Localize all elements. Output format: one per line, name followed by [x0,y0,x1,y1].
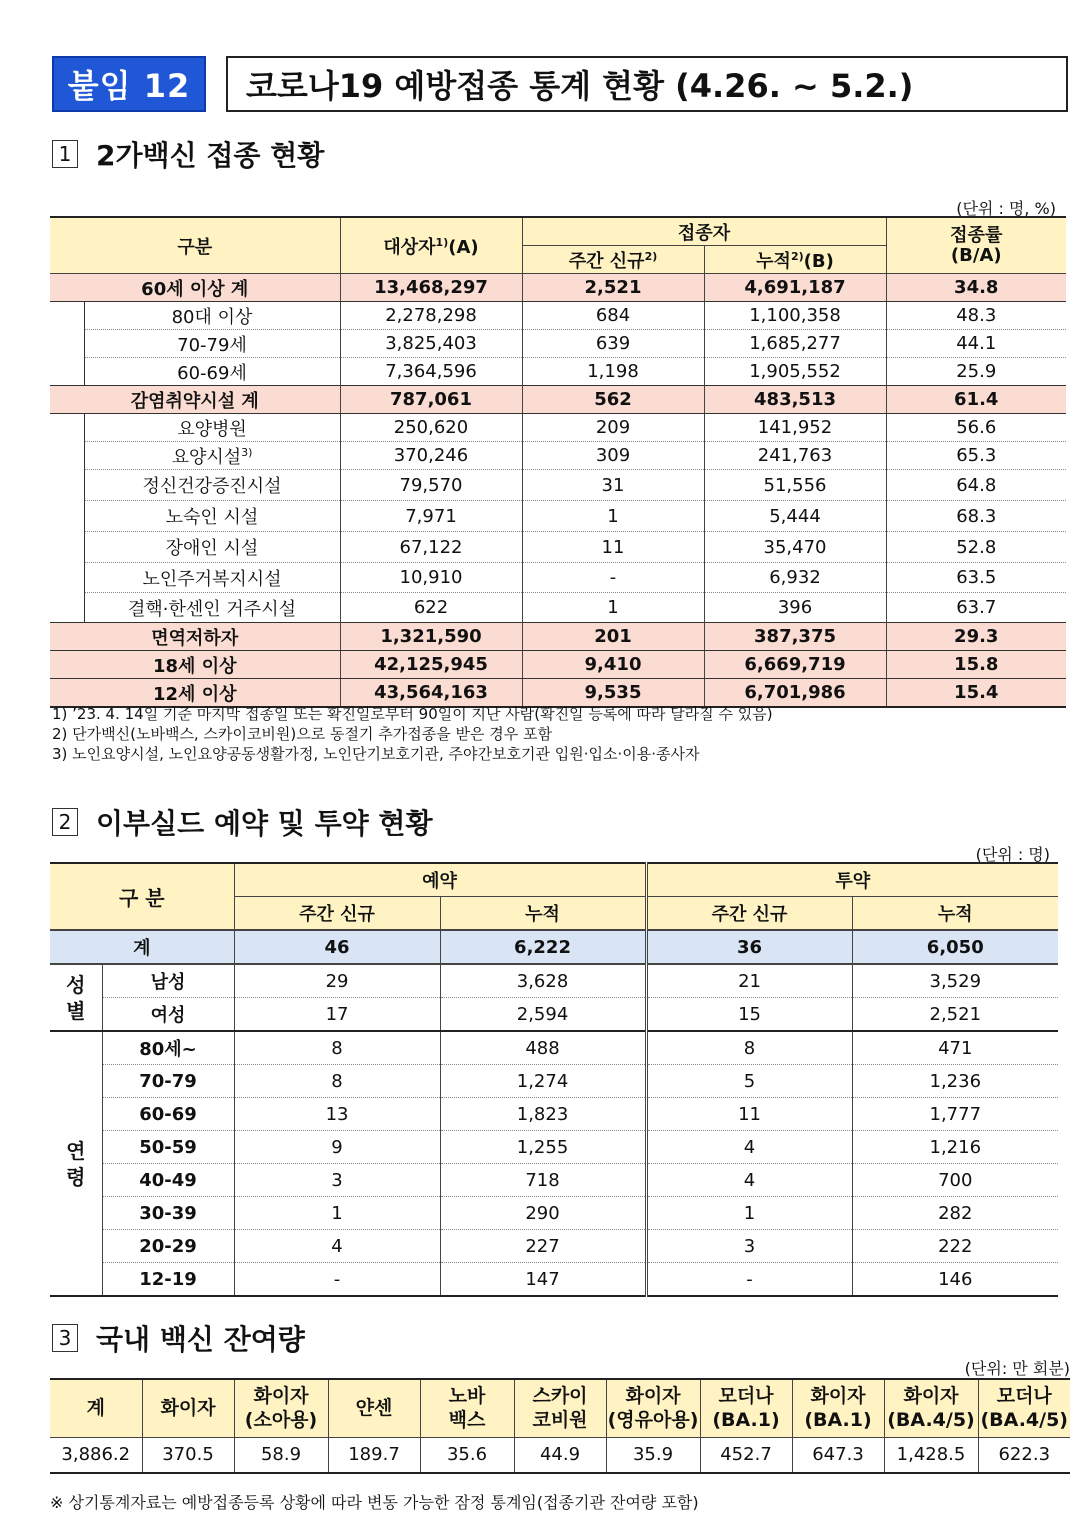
indent-cell [50,563,84,593]
section2-unit: (단위 : 명) [975,845,1050,864]
cell-cum: 51,556 [704,470,886,501]
cell-cum: 4,691,187 [704,274,886,302]
indent-cell [50,470,84,501]
cell-weekly: 9,410 [522,651,704,679]
page-title: 코로나19 예방접종 통계 현황 (4.26. ~ 5.2.) [226,56,1068,112]
indent-cell [50,302,84,330]
cell-cum: 483,513 [704,386,886,414]
cell-value: 5 [646,1065,852,1098]
header-cumulative: 누적$^{2)}$(B) [704,246,886,274]
cell-weekly: 639 [522,330,704,358]
row-label: 60세 이상 계 [50,274,340,302]
cell-rate: 52.8 [886,532,1066,563]
stock-header-line: 백스 [448,1409,486,1432]
cell-value: - [646,1263,852,1297]
table-row [50,386,1066,414]
row-label: 80세~ [102,1031,234,1065]
cell-rate: 48.3 [886,302,1066,330]
table-row [50,679,1066,708]
cell-target: 43,564,163 [340,679,522,708]
row-label: 요양병원 [84,414,340,442]
stock-value: 58.9 [234,1437,328,1473]
age-group-label: 연령 [50,1031,102,1296]
indent-cell [50,593,84,623]
cell-target: 2,278,298 [340,302,522,330]
cell-target: 42,125,945 [340,651,522,679]
stock-header [606,1379,700,1437]
stock-header [142,1379,234,1437]
cell-weekly: 1 [522,593,704,623]
cell-target: 370,246 [340,442,522,470]
cell-rate: 29.3 [886,623,1066,651]
stock-header-line: 코비원 [532,1409,588,1432]
evusheld-table [50,862,1058,1297]
cell-value: 15 [646,998,852,1032]
cell-weekly: - [522,563,704,593]
indent-cell [50,330,84,358]
row-label: 12-19 [102,1263,234,1297]
cell-target: 787,061 [340,386,522,414]
stock-header-line: (BA.4/5) [980,1409,1068,1432]
appendix-tag: 붙임 12 [52,56,206,112]
cell-weekly: 2,521 [522,274,704,302]
indent-cell [50,532,84,563]
table-row [50,501,1066,532]
table-row [50,330,1066,358]
cell-value: 13 [234,1098,440,1131]
stock-value: 189.7 [328,1437,420,1473]
row-label: 12세 이상 [50,679,340,708]
row-label: 장애인 시설 [84,532,340,563]
t2-header-reservation: 예약 [234,863,646,897]
stock-header-line: (BA.1) [804,1409,872,1432]
cell-weekly: 309 [522,442,704,470]
row-label: 여성 [102,998,234,1032]
cell-cum: 6,669,719 [704,651,886,679]
table-row [50,1263,1058,1297]
cell-value: 1 [234,1197,440,1230]
cell-value: 1,255 [440,1131,646,1164]
cell-value: 700 [852,1164,1058,1197]
stock-header-line: 화이자 [903,1385,959,1408]
cell-rate: 25.9 [886,358,1066,386]
section1-title: 2가백신 접종 현황 [96,139,325,172]
table-row [50,442,1066,470]
cell-value: 4 [646,1131,852,1164]
cell-value: 1,274 [440,1065,646,1098]
stock-header-line: 화이자 [160,1397,216,1420]
section3-heading [52,1318,305,1358]
cell-cum: 141,952 [704,414,886,442]
cell-rate: 63.7 [886,593,1066,623]
note-2: 2) 단가백신(노바백스, 스카이코비원)으로 동절기 추가접종을 받은 경우 포함 [52,725,552,743]
cell-cum: 1,905,552 [704,358,886,386]
stock-header-line: (영유아용) [607,1409,699,1432]
stock-header-line: 스카이 [532,1385,588,1408]
section3-number: 3 [52,1324,78,1352]
cell-value: 3,529 [852,964,1058,998]
cell-cum: 1,685,277 [704,330,886,358]
table-row [50,1098,1058,1131]
stock-header-line: (BA.4/5) [887,1409,975,1432]
table-row [50,1031,1058,1065]
cell-value: 1,216 [852,1131,1058,1164]
cell-value: 146 [852,1263,1058,1297]
cell-value: 21 [646,964,852,998]
table-row [50,274,1066,302]
cell-rate: 63.5 [886,563,1066,593]
cell-value: 222 [852,1230,1058,1263]
cell-rate: 68.3 [886,501,1066,532]
cell-rate: 34.8 [886,274,1066,302]
row-label: 감염취약시설 계 [50,386,340,414]
stock-header-line: 화이자 [625,1385,681,1408]
section3-unit: (단위: 만 회분) [964,1359,1070,1378]
row-label: 70-79세 [84,330,340,358]
row-label: 면역저하자 [50,623,340,651]
cell-value: 8 [646,1031,852,1065]
cell-cum: 241,763 [704,442,886,470]
cell-rate: 64.8 [886,470,1066,501]
stock-header [514,1379,606,1437]
row-label: 노숙인 시설 [84,501,340,532]
cell-rate: 15.8 [886,651,1066,679]
row-label: 60-69 [102,1098,234,1131]
table-row [50,532,1066,563]
sex-group-label: 성별 [50,964,102,1031]
stock-header [328,1379,420,1437]
note-3: 3) 노인요양시설, 노인요양공동생활가정, 노인단기보호기관, 주야간보호기관 입원·입소·이용·종사자 [52,745,700,763]
table-row [50,302,1066,330]
stock-header-line: (소아용) [244,1409,318,1432]
stock-value: 44.9 [514,1437,606,1473]
stock-value: 370.5 [142,1437,234,1473]
cell-cum: 387,375 [704,623,886,651]
stock-header [792,1379,884,1437]
cell-rate: 65.3 [886,442,1066,470]
section2-title: 이부실드 예약 및 투약 현황 [96,807,433,840]
cell-weekly: 562 [522,386,704,414]
stock-header [884,1379,978,1437]
indent-cell [50,414,84,442]
cell-value: 29 [234,964,440,998]
table-row [50,1131,1058,1164]
stock-value: 1,428.5 [884,1437,978,1473]
stock-header [420,1379,514,1437]
table-row [50,998,1058,1032]
stock-value: 622.3 [978,1437,1070,1473]
header-rate: 접종률 (B/A) [886,217,1066,274]
section2-number: 2 [52,808,78,836]
row-label: 40-49 [102,1164,234,1197]
stock-header [978,1379,1070,1437]
cell-target: 13,468,297 [340,274,522,302]
row-label: 남성 [102,964,234,998]
stock-value: 35.9 [606,1437,700,1473]
cell-target: 10,910 [340,563,522,593]
row-label: 정신건강증진시설 [84,470,340,501]
header-target: 대상자$^{1)}$(A) [340,217,522,274]
cell-weekly: 31 [522,470,704,501]
row-label: 70-79 [102,1065,234,1098]
indent-cell [50,358,84,386]
t2-total-value: 36 [646,930,852,964]
cell-value: 282 [852,1197,1058,1230]
cell-value: 8 [234,1031,440,1065]
note-1: 1) ’23. 4. 14일 기준 마지막 접종일 또는 확진일로부터 90일이 지난 사람(확진일 등록에 따라 달라질 수 있음) [52,705,773,723]
section3-title: 국내 백신 잔여량 [96,1323,305,1356]
cell-target: 67,122 [340,532,522,563]
header-vaccinated: 접종자 [522,217,886,246]
stock-header-line: 화이자 [810,1385,866,1408]
stock-header [50,1379,142,1437]
table-row [50,1065,1058,1098]
cell-target: 79,570 [340,470,522,501]
t2-total-value: 6,222 [440,930,646,964]
cell-value: 488 [440,1031,646,1065]
cell-cum: 6,932 [704,563,886,593]
stock-header-line: 모더나 [996,1385,1052,1408]
row-label: 60-69세 [84,358,340,386]
cell-value: 290 [440,1197,646,1230]
cell-value: 147 [440,1263,646,1297]
section1-notes [52,704,773,764]
stock-header-line: 얀센 [355,1397,393,1420]
indent-cell [50,501,84,532]
stock-value: 452.7 [700,1437,792,1473]
stock-header-line: (BA.1) [712,1409,780,1432]
bivalent-vaccination-table [50,216,1066,708]
cell-value: - [234,1263,440,1297]
row-label: 노인주거복지시설 [84,563,340,593]
header-group: 구분 [50,217,340,274]
cell-rate: 61.4 [886,386,1066,414]
cell-weekly: 1,198 [522,358,704,386]
cell-target: 250,620 [340,414,522,442]
cell-weekly: 201 [522,623,704,651]
cell-value: 2,521 [852,998,1058,1032]
section1-number: 1 [52,140,78,168]
cell-value: 8 [234,1065,440,1098]
cell-value: 2,594 [440,998,646,1032]
cell-target: 7,971 [340,501,522,532]
cell-value: 1 [646,1197,852,1230]
indent-cell [50,442,84,470]
stock-header-line: 계 [86,1397,105,1420]
cell-cum: 1,100,358 [704,302,886,330]
t2-header-adm-cum: 누적 [852,897,1058,931]
cell-value: 718 [440,1164,646,1197]
stock-value: 647.3 [792,1437,884,1473]
stock-value: 35.6 [420,1437,514,1473]
cell-value: 471 [852,1031,1058,1065]
stock-header [234,1379,328,1437]
table-row [50,1164,1058,1197]
table-row [50,593,1066,623]
stock-header-line: 화이자 [253,1385,309,1408]
cell-value: 3 [646,1230,852,1263]
cell-cum: 35,470 [704,532,886,563]
cell-value: 1,236 [852,1065,1058,1098]
cell-weekly: 9,535 [522,679,704,708]
cell-rate: 15.4 [886,679,1066,708]
t2-header-res-weekly: 주간 신규 [234,897,440,931]
section1-unit: (단위 : 명, %) [956,199,1056,218]
cell-value: 3,628 [440,964,646,998]
t2-total-value: 6,050 [852,930,1058,964]
cell-target: 3,825,403 [340,330,522,358]
vaccine-stock-table [50,1378,1070,1474]
cell-cum: 5,444 [704,501,886,532]
row-label: 요양시설$^{3)}$ [84,442,340,470]
cell-weekly: 684 [522,302,704,330]
table-row [50,358,1066,386]
stock-value: 3,886.2 [50,1437,142,1473]
t2-total-value: 46 [234,930,440,964]
cell-value: 1,777 [852,1098,1058,1131]
cell-value: 4 [234,1230,440,1263]
row-label: 결핵·한센인 거주시설 [84,593,340,623]
cell-target: 1,321,590 [340,623,522,651]
row-label: 18세 이상 [50,651,340,679]
cell-cum: 396 [704,593,886,623]
t2-header-administration: 투약 [646,863,1058,897]
table-row [50,414,1066,442]
cell-cum: 6,701,986 [704,679,886,708]
t2-total-label: 계 [50,930,234,964]
cell-value: 227 [440,1230,646,1263]
table-row [50,563,1066,593]
table-row [50,651,1066,679]
cell-value: 11 [646,1098,852,1131]
table-row [50,1197,1058,1230]
table-row [50,470,1066,501]
cell-target: 622 [340,593,522,623]
row-label: 30-39 [102,1197,234,1230]
cell-target: 7,364,596 [340,358,522,386]
t2-header-adm-weekly: 주간 신규 [646,897,852,931]
section2-heading [52,802,433,842]
t2-header-group: 구 분 [50,863,234,930]
t2-header-res-cum: 누적 [440,897,646,931]
cell-value: 4 [646,1164,852,1197]
row-label: 80대 이상 [84,302,340,330]
row-label: 20-29 [102,1230,234,1263]
table-row [50,964,1058,998]
cell-rate: 44.1 [886,330,1066,358]
cell-value: 3 [234,1164,440,1197]
footnote: ※ 상기통계자료는 예방접종등록 상황에 따라 변동 가능한 잠정 통계임(접종기관 잔여량 포함) [50,1493,699,1512]
table-row [50,623,1066,651]
cell-weekly: 209 [522,414,704,442]
stock-header-line: 모더나 [718,1385,774,1408]
table-row [50,1230,1058,1263]
row-label: 50-59 [102,1131,234,1164]
section1-heading [52,134,324,174]
cell-value: 17 [234,998,440,1032]
cell-rate: 56.6 [886,414,1066,442]
cell-weekly: 1 [522,501,704,532]
header-weekly: 주간 신규$^{2)}$ [522,246,704,274]
cell-value: 1,823 [440,1098,646,1131]
cell-value: 9 [234,1131,440,1164]
stock-header [700,1379,792,1437]
cell-weekly: 11 [522,532,704,563]
stock-header-line: 노바 [448,1385,486,1408]
